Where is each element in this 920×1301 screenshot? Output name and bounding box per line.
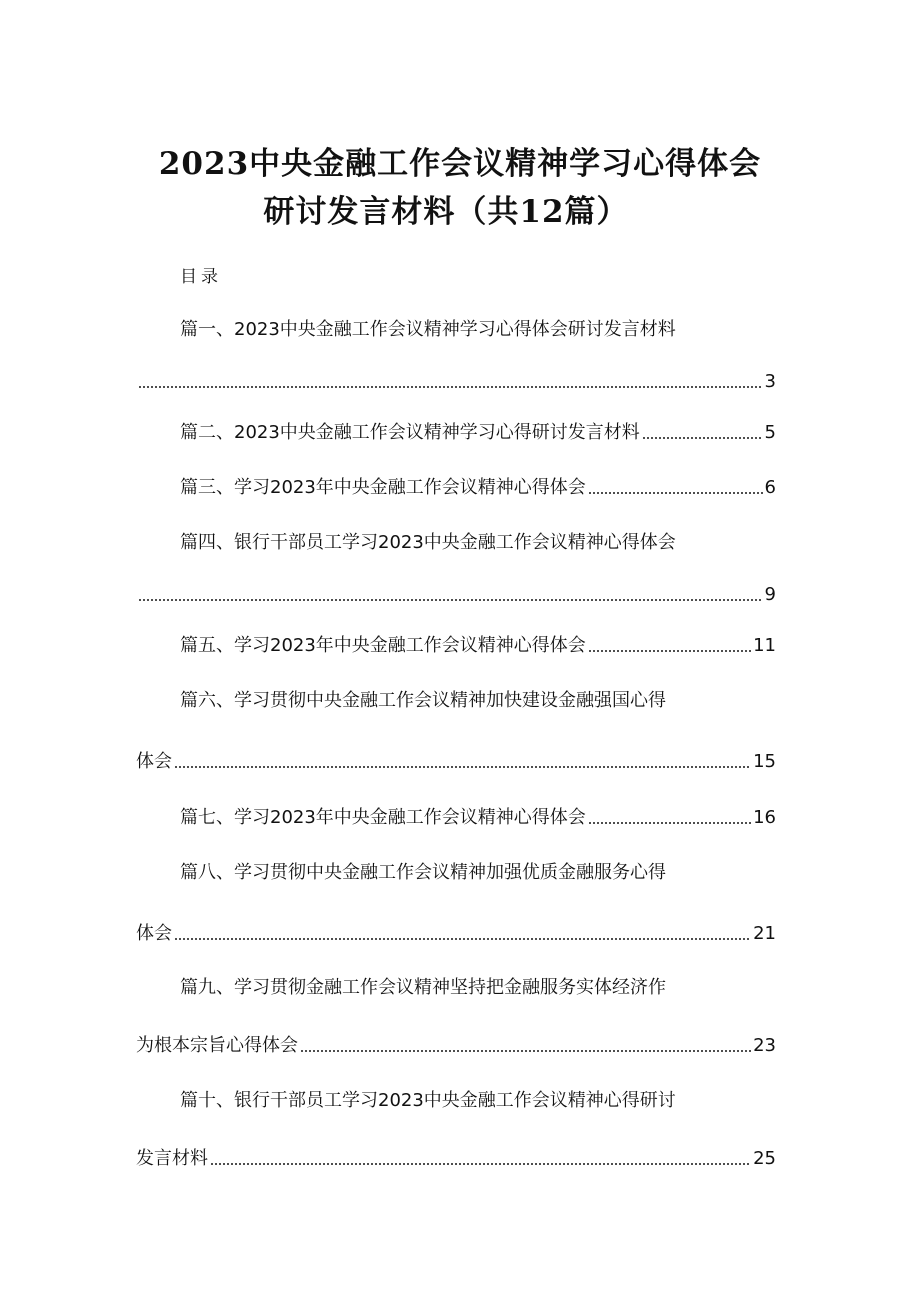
toc-entry-title: 篇二、2023中央金融工作会议精神学习心得研讨发言材料 [180, 422, 640, 443]
toc-heading: 目录 [180, 267, 222, 287]
toc-leader [180, 476, 776, 500]
toc-entry-title: 篇十、银行干部员工学习2023中央金融工作会议精神心得研讨 [180, 1090, 676, 1111]
toc-leader [136, 1034, 776, 1058]
toc-leader [136, 1147, 776, 1171]
toc-page-number: 9 [764, 584, 776, 605]
toc-entry-title: 篇六、学习贯彻中央金融工作会议精神加快建设金融强国心得 [180, 690, 666, 711]
toc-leader [136, 922, 776, 946]
dot-leader [588, 649, 751, 653]
dot-leader [174, 765, 751, 769]
toc-entry-continuation: 发言材料 [136, 1148, 208, 1169]
toc-entry-title: 篇四、银行干部员工学习2023中央金融工作会议精神心得体会 [180, 532, 676, 553]
toc-page-number: 25 [753, 1148, 776, 1169]
toc-leader [180, 806, 776, 830]
dot-leader [210, 1162, 751, 1166]
toc-entry-title: 篇五、学习2023年中央金融工作会议精神心得体会 [180, 635, 586, 656]
toc-page-number: 21 [753, 923, 776, 944]
toc-entry-title: 篇八、学习贯彻中央金融工作会议精神加强优质金融服务心得 [180, 862, 666, 883]
toc-entry-title: 篇九、学习贯彻金融工作会议精神坚持把金融服务实体经济作 [180, 977, 666, 998]
toc-leader [136, 583, 776, 607]
toc-page-number: 6 [764, 477, 776, 498]
toc-leader [136, 750, 776, 774]
toc-page-number: 16 [753, 807, 776, 828]
toc-entry-title: 篇一、2023中央金融工作会议精神学习心得体会研讨发言材料 [180, 319, 676, 340]
document-title-line-2: 研讨发言材料（共12篇） [263, 194, 629, 230]
toc-leader [180, 421, 776, 445]
toc-entry-title: 篇三、学习2023年中央金融工作会议精神心得体会 [180, 477, 586, 498]
toc-page-number: 23 [753, 1035, 776, 1056]
toc-entry-continuation: 体会 [136, 751, 172, 772]
dot-leader [138, 598, 763, 602]
dot-leader [174, 937, 751, 941]
dot-leader [300, 1049, 751, 1053]
toc-page-number: 5 [764, 422, 776, 443]
toc-entry-title: 篇七、学习2023年中央金融工作会议精神心得体会 [180, 807, 586, 828]
toc-page-number: 15 [753, 751, 776, 772]
toc-page-number: 11 [753, 635, 776, 656]
dot-leader [588, 491, 763, 495]
dot-leader [138, 385, 763, 389]
toc-page-number: 3 [764, 371, 776, 392]
document-title-line-1: 2023中央金融工作会议精神学习心得体会 [158, 146, 762, 182]
toc-entry-continuation: 体会 [136, 923, 172, 944]
dot-leader [642, 436, 763, 440]
toc-entry-continuation: 为根本宗旨心得体会 [136, 1035, 298, 1056]
toc-leader [136, 370, 776, 394]
dot-leader [588, 821, 751, 825]
toc-leader [180, 634, 776, 658]
